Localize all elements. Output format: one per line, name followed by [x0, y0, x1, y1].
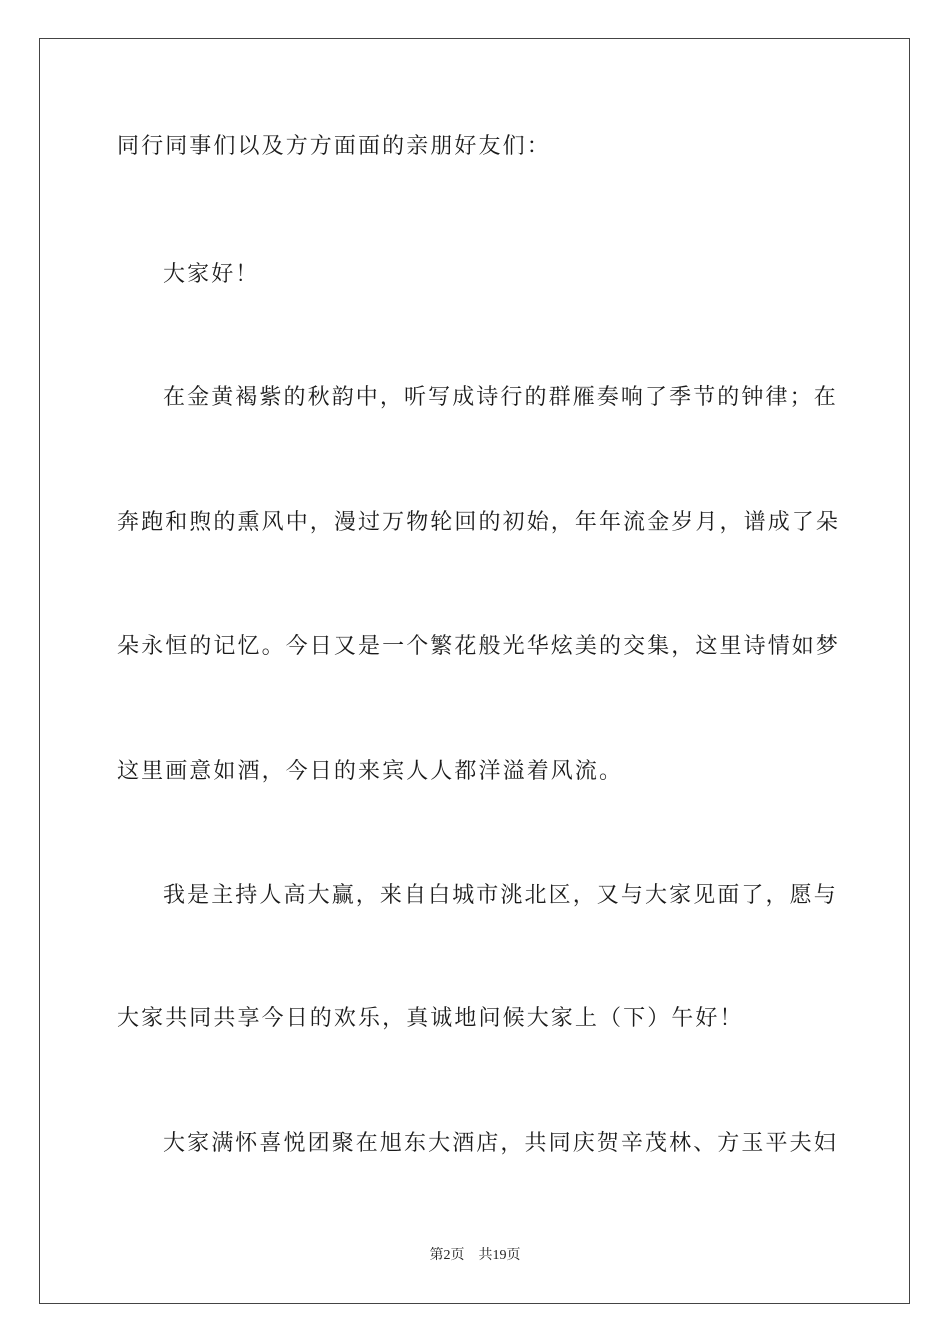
- text-line: 朵永恒的记忆。今日又是一个繁花般光华炫美的交集，这里诗情如梦: [117, 634, 841, 659]
- page-footer: [0, 1246, 950, 1266]
- text-line: 我是主持人高大赢，来自白城市洮北区，又与大家见面了，愿与: [163, 883, 838, 908]
- page-number: 第2页: [429, 1248, 465, 1263]
- text-line: 这里画意如酒，今日的来宾人人都洋溢着风流。: [117, 759, 624, 784]
- text-line: 同行同事们以及方方面面的亲朋好友们：: [117, 134, 551, 159]
- text-line: 奔跑和煦的熏风中，漫过万物轮回的初始，年年流金岁月，谱成了朵: [117, 510, 841, 535]
- total-pages: 共19页: [478, 1248, 521, 1263]
- text-line: 大家共同共享今日的欢乐，真诚地问候大家上（下）午好！: [117, 1006, 744, 1031]
- text-line: 大家满怀喜悦团聚在旭东大酒店，共同庆贺辛茂林、方玉平夫妇: [163, 1131, 838, 1156]
- text-line: 大家好！: [163, 262, 260, 287]
- page-border: [39, 38, 910, 1304]
- text-line: 在金黄褐紫的秋韵中，听写成诗行的群雁奏响了季节的钟律；在: [163, 385, 838, 410]
